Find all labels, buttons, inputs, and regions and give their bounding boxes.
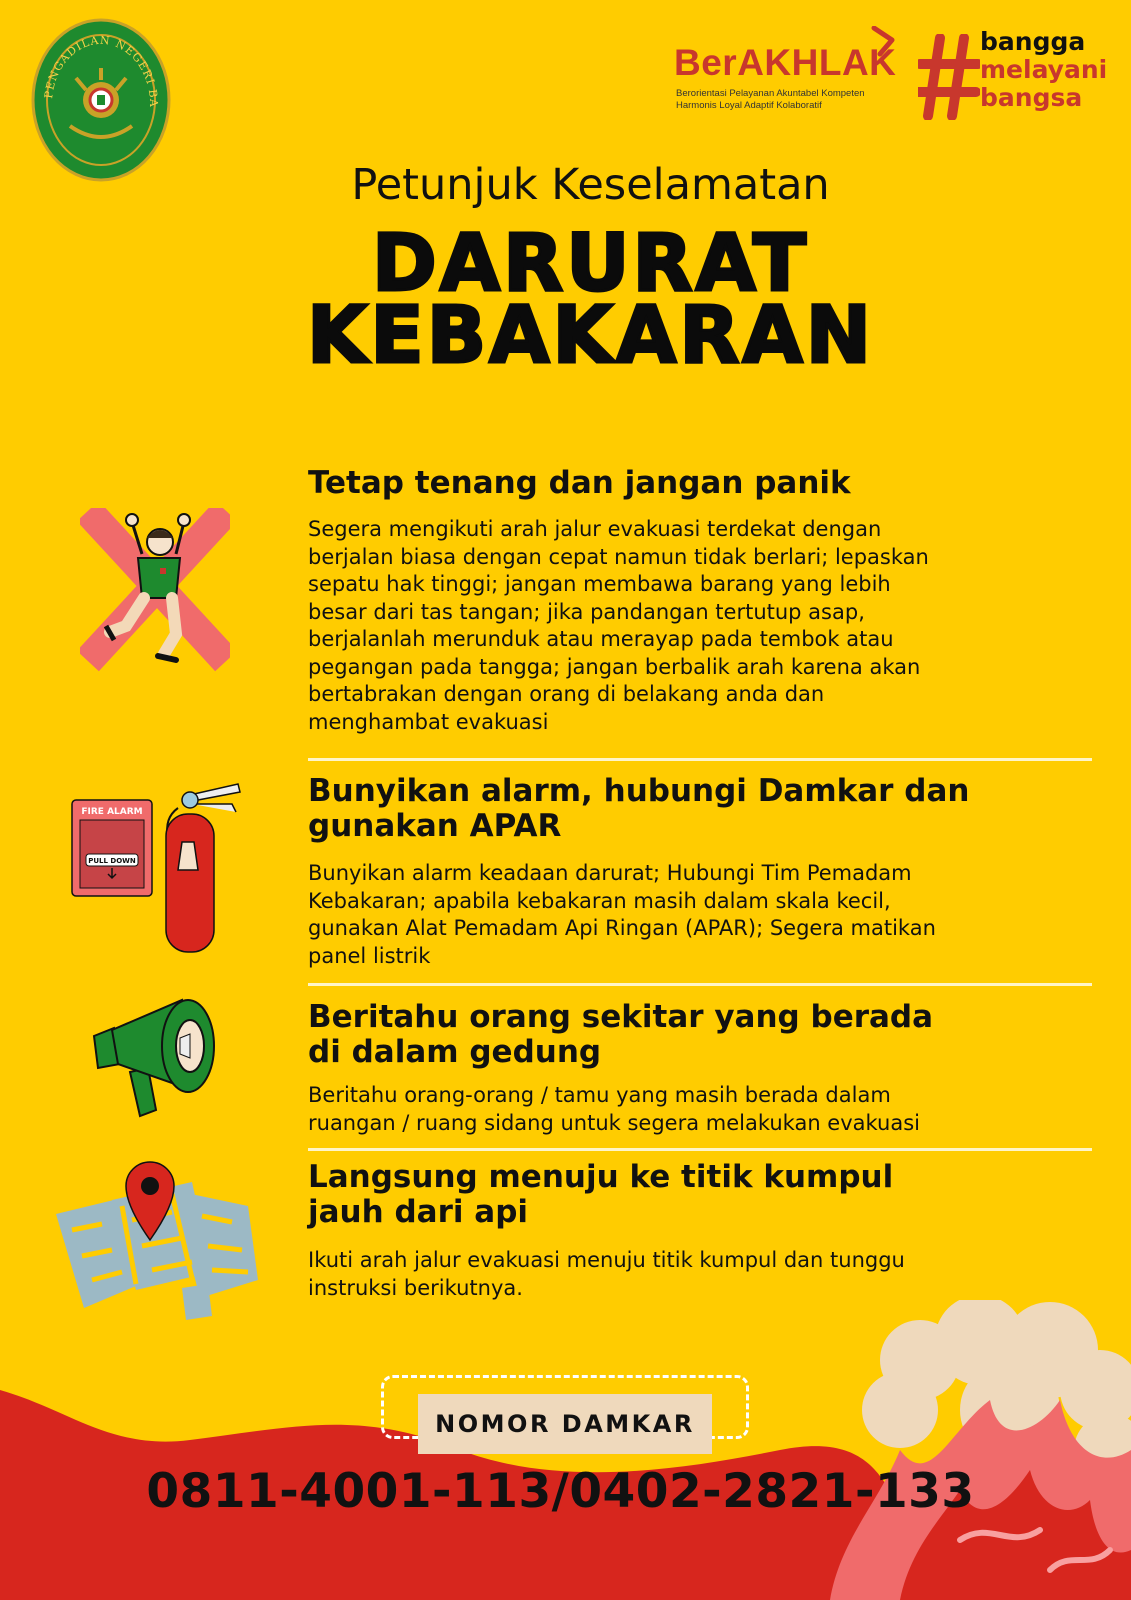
pull-down-label: PULL DOWN <box>88 857 136 865</box>
assembly-map-illustration <box>52 1160 264 1320</box>
megaphone-illustration <box>90 998 220 1122</box>
divider <box>308 983 1092 986</box>
seal-text: PENGADILAN NEGERI BA <box>42 33 161 108</box>
section-2-body: Bunyikan alarm keadaan darurat; Hubungi Tim Pemadam Kebakaran; apabila kebakaran masih dalam skala kecil, gunakan Alat Pemadam Api Ringan (APAR); Segera matikan panel listrik <box>308 861 936 968</box>
section-2-heading: Bunyikan alarm, hubungi Damkar dan gunakan APAR <box>308 773 970 844</box>
nomor-damkar-button[interactable]: NOMOR DAMKAR <box>418 1394 712 1454</box>
section-1-body: Segera mengikuti arah jalur evakuasi terdekat dengan berjalan biasa dengan cepat namun tidak berlari; lepaskan sepatu hak tinggi; jangan membawa barang yang lebih besar dari tas tangan; jika pandangan tertutup asap, berjalanlah merunduk atau merayap pada tembok atau pegangan pada tangga; jangan berbalik arah karena akan bertabrakan dengan orang di belakang anda dan menghambat evakuasi <box>308 517 929 734</box>
section-1-heading: Tetap tenang dan jangan panik <box>308 465 851 501</box>
megaphone-icon <box>90 998 220 1122</box>
title-line1: DARURAT <box>371 219 810 309</box>
fire-extinguisher-icon <box>158 778 243 953</box>
bangga-line2: melayani <box>980 55 1108 84</box>
damkar-phone-number[interactable]: 0811-4001-113/0402-2821-133 <box>146 1464 975 1519</box>
section-4-body: Ikuti arah jalur evakuasi menuju titik kumpul dan tunggu instruksi berikutnya. <box>308 1248 905 1300</box>
bangga-line3: bangsa <box>980 83 1083 112</box>
title-line2: KEBAKARAN <box>306 291 875 381</box>
panic-person-icon <box>80 508 230 676</box>
berakhlak-subtitle-line1: Berorientasi Pelayanan Akuntabel Kompeten <box>676 88 865 99</box>
divider <box>308 758 1092 761</box>
alarm-extinguisher-illustration <box>70 778 245 953</box>
berakhlak-subtitle-line2: Harmonis Loyal Adaptif Kolaboratif <box>676 100 822 111</box>
section-4-heading: Langsung menuju ke titik kumpul jauh dari api <box>308 1159 894 1230</box>
panic-person-illustration <box>80 508 230 676</box>
page-kicker: Petunjuk Keselamatan <box>351 160 830 210</box>
berakhlak-wordmark: BerAKHLAK <box>674 42 897 83</box>
page-title <box>0 219 1131 381</box>
fire-alarm-label: FIRE ALARM <box>81 807 143 817</box>
berakhlak-logo <box>670 26 910 122</box>
section-3-heading: Beritahu orang sekitar yang berada di dalam gedung <box>308 999 934 1070</box>
map-pin-icon <box>52 1160 264 1320</box>
section-3-body: Beritahu orang-orang / tamu yang masih berada dalam ruangan / ruang sidang untuk segera melakukan evakuasi <box>308 1083 920 1135</box>
bangga-melayani-logo <box>918 28 1118 128</box>
bangga-line1: bangga <box>980 27 1086 56</box>
berakhlak-subtitle <box>676 88 865 112</box>
divider <box>308 1148 1092 1151</box>
hashtag-icon <box>918 34 980 120</box>
